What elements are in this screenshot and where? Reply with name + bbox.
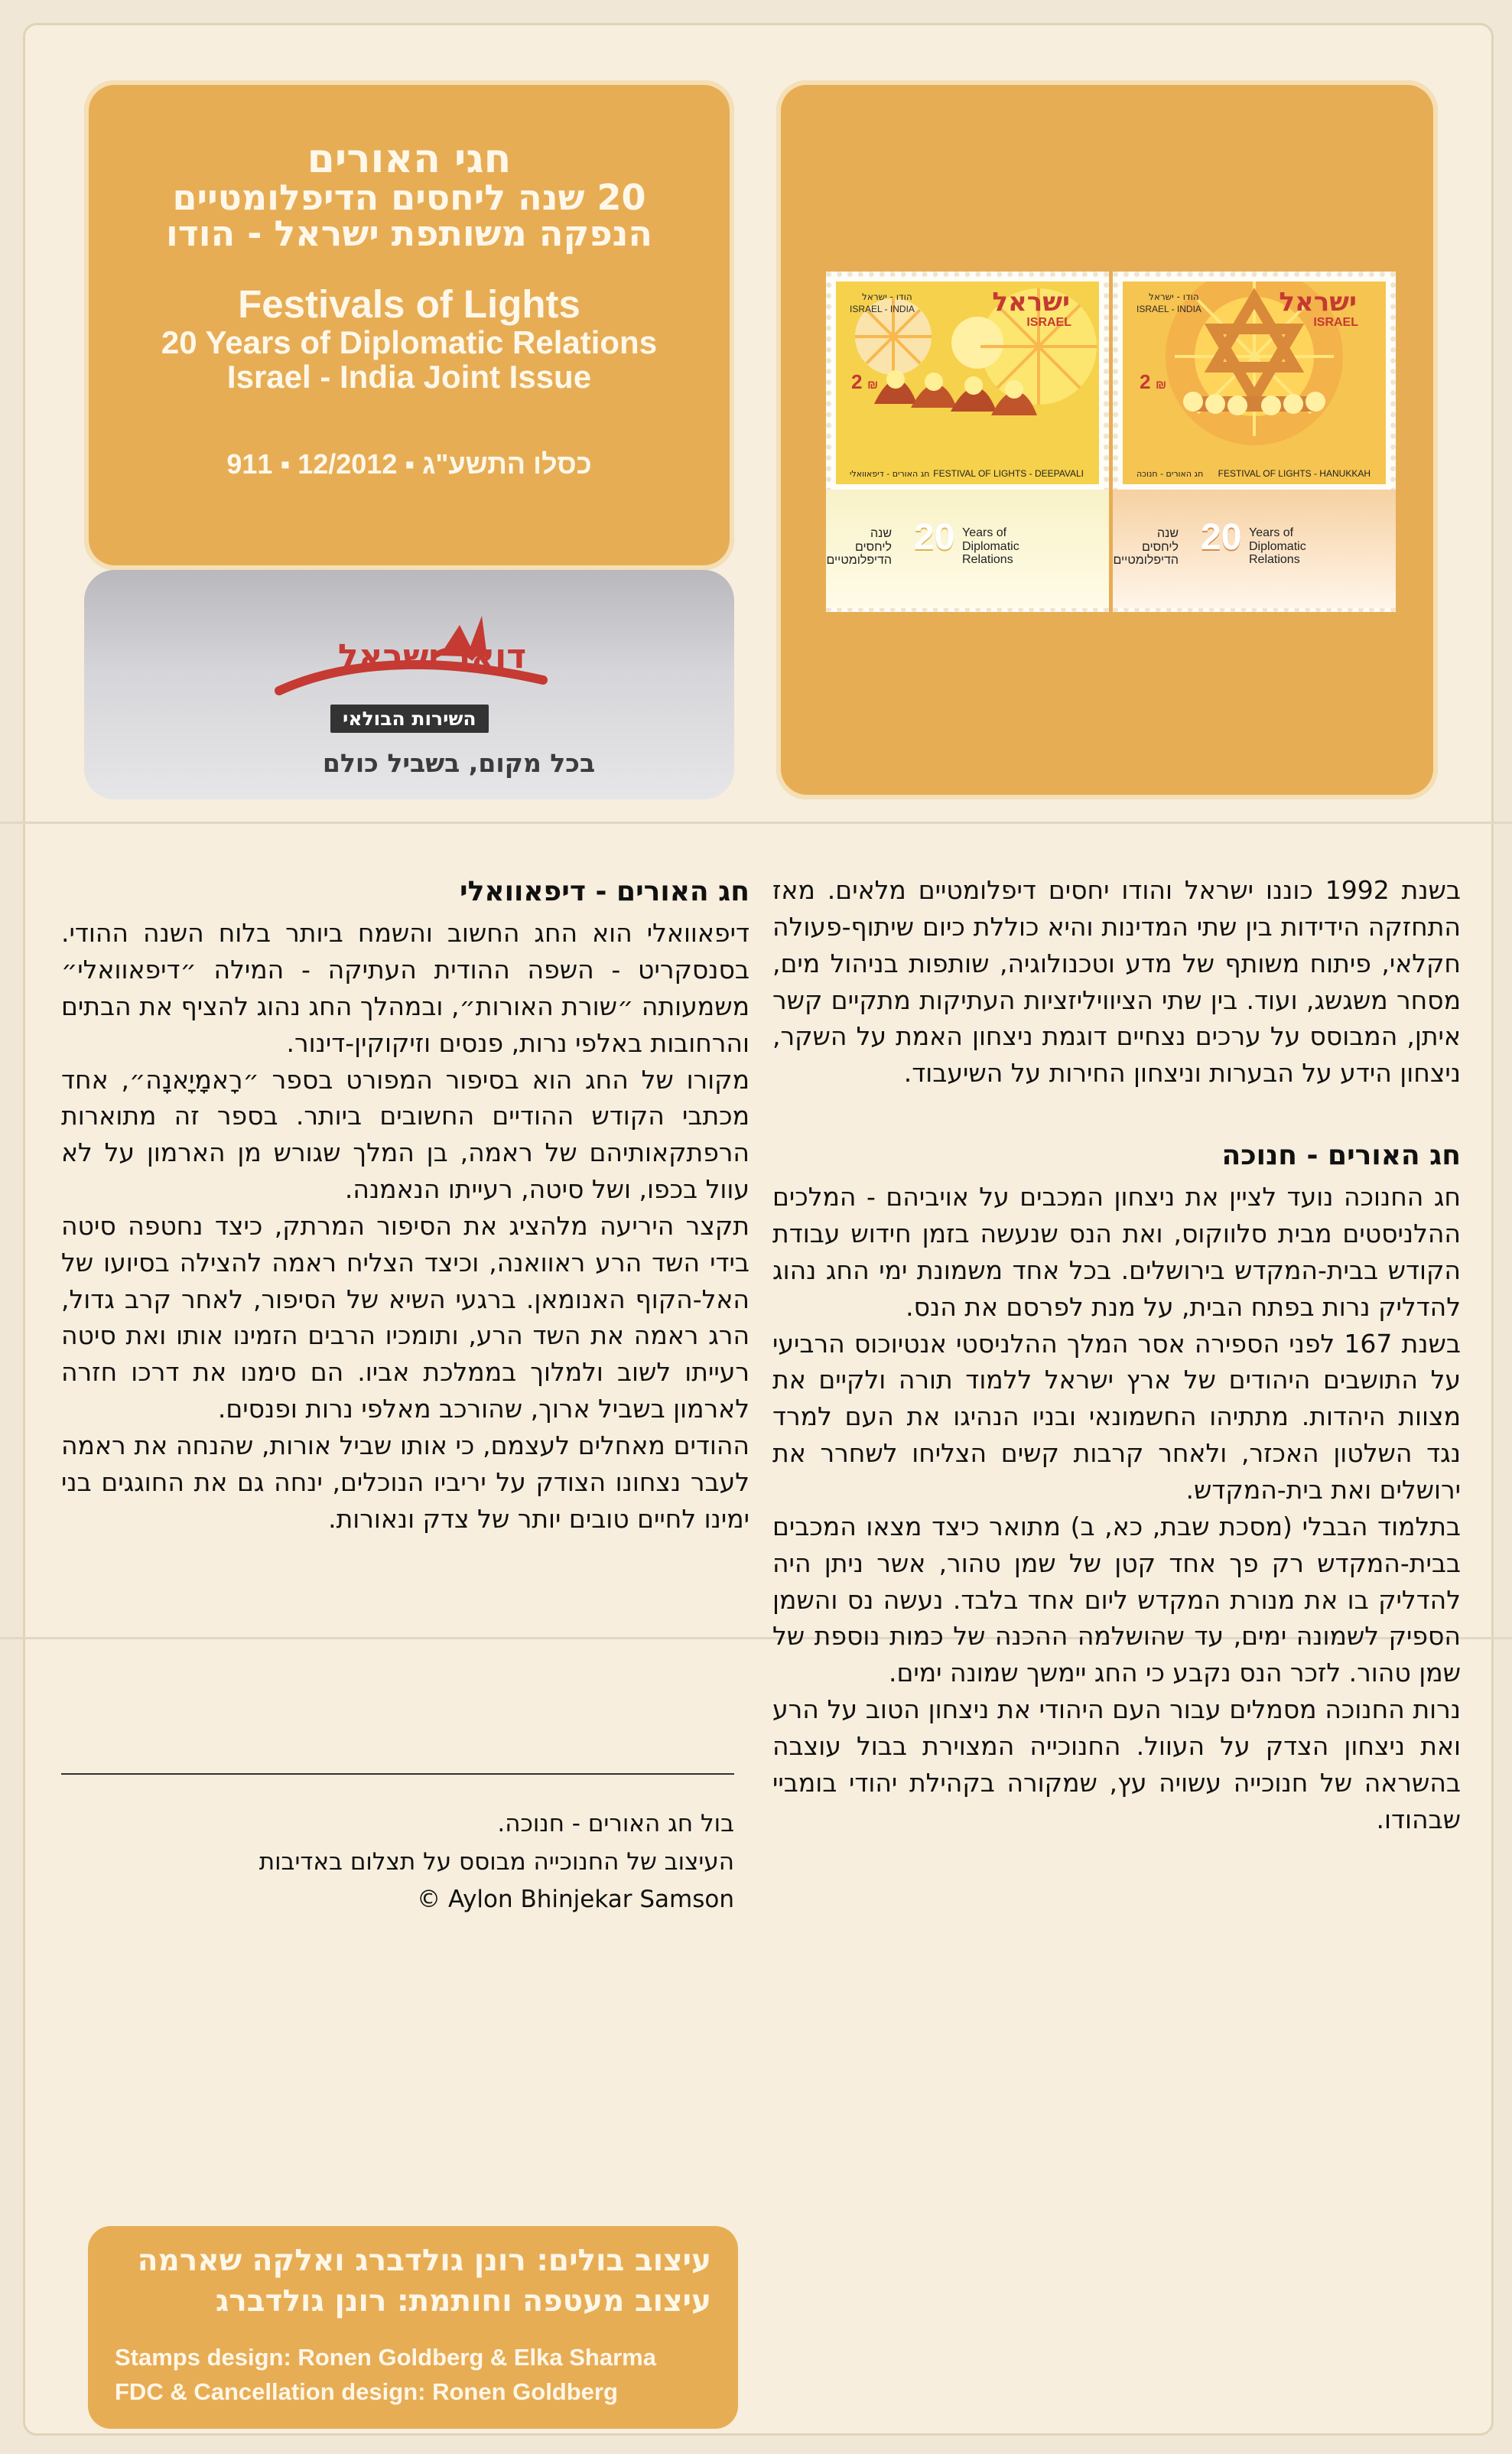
english-subtitle-1: 20 Years of Diplomatic Relations (161, 324, 658, 361)
hanukkah-festival-en: FESTIVAL OF LIGHTS - HANUKKAH (1218, 468, 1371, 479)
hebrew-title-block (107, 136, 711, 254)
deepavali-tab-he-2: ליחסים (854, 540, 892, 554)
hanukkah-tab-en-3: Relations (1249, 553, 1300, 567)
hanukkah-country-en: ISRAEL (1313, 316, 1358, 329)
fdc-design-credit-en: FDC & Cancellation design: Ronen Goldberg (115, 2378, 618, 2405)
hebrew-credits (107, 2241, 711, 2322)
deepavali-stamp-artwork (836, 282, 1099, 484)
hanukkah-paragraph-3: בתלמוד הבבלי (מסכת שבת, כא, ב) מתואר כיצד מצאו המכבים בבית-המקדש רק פך אחד קטן של שמן טהור, אשר ניתן היה להדליק בו את מנורת המקדש ליום אחד בלבד. נעשה נס והשמן הספיק לשמונה ימים, עד שהושלמה ההכנה של כמות נוספת של שמן טהור. לזכר הנס נקבע כי החג יימשך שמונה ימים. (772, 1511, 1461, 1688)
deepavali-section-title: חג האורים - דיפאוואלי (460, 876, 749, 907)
deepavali-tab-he-1: שנה (870, 527, 892, 540)
english-subtitle-2: Israel - India Joint Issue (226, 359, 592, 395)
deepavali-top-label-en: ISRAEL - INDIA (850, 304, 915, 314)
deepavali-currency: ₪ (867, 379, 879, 392)
philatelic-service-label: השירות הבולאי (330, 705, 489, 733)
hanukkah-tab-he-2: ליחסים (1141, 540, 1179, 554)
hanukkah-top-label-en: ISRAEL - INDIA (1136, 304, 1201, 314)
deepavali-paragraph-3: תקצר היריעה מלהציג את הסיפור המרתק, כיצד נחטפה סיטה בידי השד הרע ראוואנה, וכיצד הצליח ראמה להצילה בסיועו של האל-הקוף האנומאן. ברגעי השיא של הסיפור, לאחר קרב גדול, הרג ראמה את השד הרע, ותומכיו הרבים הזמינו אותו ואת סיטה רעייתו לשוב ולמלוך בממלכת אביו. הם סימנו את דרכו חזרה לארמון בשביל ארוך, שהורכב מאלפי נרות ופנסים. (61, 1210, 749, 1424)
hanukkah-paragraph-2: בשנת 167 לפני הספירה אסר המלך ההלניסטי אנטיוכוס הרביעי על התושבים היהודים של ארץ ישראל ללמוד תורה ולקיים את מצוות היהדות. מתתיהו החשמונאי ובניו הנהיגו את העם למרד נגד השלטון האכזר, ולאחר קרבות קשים הצליחו לשחרר את ירושלים ואת בית-המקדש. (772, 1328, 1461, 1505)
deepavali-top-label-he: הודו - ישראל (862, 291, 912, 302)
history-column (772, 872, 1461, 1837)
english-credits (115, 2341, 696, 2410)
hanukkah-top-label-he: הודו - ישראל (1149, 291, 1199, 302)
hanukkah-tab-en-2: Diplomatic (1249, 539, 1306, 553)
caption-line-2: העיצוב של החנוכייה מבוסס על תצלום באדיבות (259, 1847, 734, 1876)
deepavali-paragraph-2: מקורו של החג הוא בסיפור המפורט בספר ״רָאמָיָאנָה״, אחד מכתבי הקודש ההודיים החשובים ביותר. בספר זה מתוארות הרפתקאותיהם של ראמה, בן המלך שגורש מן הארמון על לא עוול בכפו, ושל סיטה, רעייתו הנאמנה. (61, 1064, 749, 1205)
hebrew-main-title: חגי האורים (307, 136, 512, 182)
deepavali-value: 2 (851, 370, 863, 393)
hanukkah-stamp-artwork (1123, 282, 1386, 484)
photo-credit: © Aylon Bhinjekar Samson (417, 1886, 734, 1914)
caption-line-1: בול חג האורים - חנוכה. (497, 1810, 734, 1837)
hanukkah-tab-en-1: Years of (1249, 526, 1294, 539)
hanukkah-tab-he-1: שנה (1156, 527, 1179, 540)
deepavali-tab (826, 490, 1109, 608)
deepavali-tab-number: 20 (914, 517, 955, 558)
hanukkah-paragraph-4: נרות החנוכה מסמלים עבור העם היהודי את ניצחון הטוב על הרע ואת ניצחון הצדק על העוול. החנוכייה המצוירת בבול עוצבה בהשראה של חנוכייה עשויה עץ, שמקורה בקהילת יהודי בומביי שבהודו. (772, 1694, 1461, 1834)
israel-post-logo-text: דואר ישראל (337, 637, 527, 676)
hanukkah-tab (1113, 490, 1396, 608)
hebrew-subtitle-1: 20 שנה ליחסים הדיפלומטיים (172, 177, 646, 219)
deepavali-country-he: ישראל (992, 287, 1070, 317)
hanukkah-currency: ₪ (1156, 379, 1167, 392)
fold-line-top (0, 822, 1512, 824)
deepavali-country-en: ISRAEL (1026, 316, 1071, 329)
deepavali-column (61, 872, 749, 1538)
deepavali-festival-he: חג האורים - דיפאוואלי (850, 469, 930, 479)
caption-divider (61, 1773, 734, 1775)
fdc-design-credit-he: עיצוב מעטפה וחותמת: רונן גולדברג (215, 2283, 711, 2319)
relations-paragraph: בשנת 1992 כוננו ישראל והודו יחסים דיפלומטיים מלאים. מאז התחזקה הידידות בין שתי המדינות והיא כוללת כיום שיתוף-פעולה חקלאי, פיתוח משותף של מדע וטכנולוגיה, שותפות בניהול מים, מסחר משגשג, ועוד. בין שתי הציוויליזציות העתיקות מתקיים קשר איתן, המבוסס על ערכים נצחיים דוגמת ניצחון האמת על השקר, ניצחון הידע על הבערות וניצחון החירות על השיעבוד. (772, 875, 1461, 1089)
hebrew-subtitle-2: הנפקה משותפת ישראל - הודו (165, 212, 653, 254)
postal-slogan: בכל מקום, בשביל כולם (322, 748, 596, 778)
hanukkah-section-title: חג האורים - חנוכה (1221, 1140, 1461, 1172)
hanukkah-tab-number: 20 (1201, 517, 1242, 558)
deepavali-tab-en-2: Diplomatic (962, 539, 1019, 553)
english-main-title: Festivals of Lights (238, 282, 580, 326)
hanukkah-festival-he: חג האורים - חנוכה (1136, 469, 1204, 479)
stamp-design-credit-en: Stamps design: Ronen Goldberg & Elka Sharma (115, 2344, 656, 2371)
deepavali-paragraph-1: דיפאוואלי הוא החג החשוב והשמח ביותר בלוח השנה ההודי. בסנסקריט - השפה ההודית העתיקה - המילה ״דיפאוואלי״ משמעותה ״שורת האורות״, ובמהלך החג נהוג להציף את הבתים והרחובות באלפי נרות, פנסים וזיקוקין-דינור. (61, 918, 749, 1058)
issue-info: 911 ▪ 12/2012 ▪ כסלו התשע"ג (226, 448, 592, 480)
stamp-caption (61, 1805, 734, 1919)
hanukkah-value: 2 (1140, 370, 1151, 393)
deepavali-tab-en-1: Years of (962, 526, 1007, 539)
deepavali-paragraph-4: ההודים מאחלים לעצמם, כי אותו שביל אורות, שהנחה את ראמה לעבר נצחונו הצודק על יריביו הנוכלים, ינחה גם את החוגגים בני ימינו לחיים טובים יותר של צדק ונאורות. (61, 1430, 749, 1534)
hanukkah-country-he: ישראל (1279, 287, 1357, 317)
english-title-block (107, 283, 711, 395)
stamp-design-credit-he: עיצוב בולים: רונן גולדברג ואלקה שארמה (137, 2244, 711, 2278)
deepavali-tab-he-3: הדיפלומטיים (826, 554, 892, 568)
hanukkah-paragraph-1: חג החנוכה נועד לציין את ניצחון המכבים על אויביהם - המלכים ההלניסטים מבית סלווקוס, ואת הנס שנעשה בזמן חידוש עבודת הקודש בבית-המקדש בירושלים. בכל אחד משמונת ימי החג נהוג להדליק נרות בפתח הבית, על מנת לפרסם את הנס. (772, 1182, 1461, 1322)
deepavali-tab-en-3: Relations (962, 553, 1013, 567)
hanukkah-tab-he-3: הדיפלומטיים (1113, 554, 1179, 568)
deepavali-festival-en: FESTIVAL OF LIGHTS - DEEPAVALI (933, 468, 1084, 479)
